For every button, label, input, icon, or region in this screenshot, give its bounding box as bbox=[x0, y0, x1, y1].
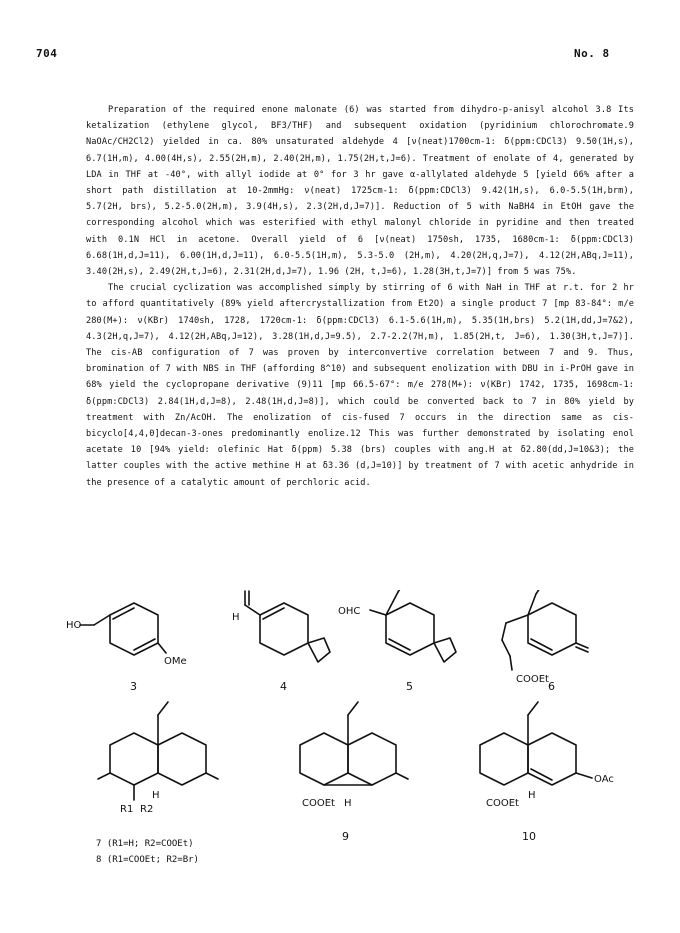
s3-atom-1: HO bbox=[66, 620, 82, 631]
structure-5 bbox=[370, 590, 456, 662]
caption-8: 8 (R1=COOEt; R2=Br) bbox=[96, 855, 199, 865]
structure-figure bbox=[40, 590, 660, 920]
s10-atom-3: OAc bbox=[594, 774, 614, 785]
caption-7: 7 (R1=H; R2=COOEt) bbox=[96, 839, 194, 849]
s5-atom-1: OHC bbox=[338, 606, 361, 617]
structure-9-label: 9 bbox=[342, 830, 349, 843]
structure-10-label: 10 bbox=[522, 830, 536, 843]
s9-atom-4: COOEt bbox=[302, 798, 335, 809]
structure-7 bbox=[98, 702, 218, 800]
structure-6-label: 6 bbox=[548, 680, 555, 693]
structure-10 bbox=[480, 702, 592, 785]
structure-9 bbox=[300, 702, 408, 785]
s10-atom-4: COOEt bbox=[486, 798, 519, 809]
structure-3 bbox=[80, 603, 166, 655]
page-number: 704 bbox=[36, 47, 58, 60]
structure-6 bbox=[502, 590, 588, 670]
structure-4-label: 4 bbox=[280, 680, 287, 693]
s4-atom-1: H bbox=[232, 612, 240, 623]
s3-atom-2: OMe bbox=[164, 656, 187, 667]
s7-atom-4: R1 bbox=[120, 804, 134, 815]
s7-atom-6: H bbox=[152, 790, 160, 801]
structure-3-label: 3 bbox=[130, 680, 137, 693]
s10-atom-5: H bbox=[528, 790, 536, 801]
s9-atom-5: H bbox=[344, 798, 352, 809]
structure-5-label: 5 bbox=[406, 680, 413, 693]
issue-number: No. 8 bbox=[574, 47, 610, 60]
article-body bbox=[86, 102, 634, 491]
s6-atom-4: COOEt bbox=[516, 674, 549, 685]
paragraph-2: The crucial cyclization was accomplished simply by stirring of 6 with NaH in THF at r.t. for 2 hr to afford quantitatively (89% yield aftercrystallization from Et2O) a single product 7 [mp 83-84°: m/e 280(M+): ν(KBr) 1740sh, 1728, 1720cm-1: δ(ppm:CDCl3) 6.1-5.6(1H,m), 5.35(1H,brs) 5.2(1H,dd,J=7&2), 4.3(2H,q,J=7), 4.12(2H,ABq,J=12), 3.28(1H,d,J=9.5), 2.7-2.2(7H,m), 1.85(2H,t, J=6), 1.30(3H,t,J=7)]. The cis-AB configuration of 7 was proven by interconvertive correlation between 7 and 9. Thus, bromination of 7 with NBS in THF (affording 8^10) and subsequent enolization with DBU in i-PrOH gave in 68% yield the cyclopropane derivative (9)11 [mp 66.5-67°: m/e 278(M+): ν(KBr) 1742, 1735, 1698cm-1: δ(ppm:CDCl3) 2.84(1H,d,J=8), 2.48(1H,d,J=8)], which could be converted back to 7 in 80% yield by treatment with Zn/AcOH. The enolization of cis-fused 7 occurs in the direction same as cis-bicyclo[4,4,0]decan-3-ones predominantly enolize.12 This was further demonstrated by isolating enol acetate 10 [94% yield: olefinic Hat δ(ppm) 5.38 (brs) couples with ang.H at δ2.80(dd,J=10&3); the latter couples with the active methine H at δ3.36 (d,J=10)] by treatment of 7 with acetic anhydride in the presence of a catalytic amount of perchloric acid. bbox=[86, 283, 634, 488]
paragraph-1: Preparation of the required enone malonate (6) was started from dihydro-p-anisyl alcohol 3.8 Its ketalization (ethylene glycol, BF3/THF) and subsequent oxidation (pyridinium chlorochromate.9 NaOAc/CH2Cl2) yielded in ca. 80% unsaturated aldehyde 4 [ν(neat)1700cm-1: δ(ppm:CDCl3) 9.50(1H,s), 6.7(1H,m), 4.00(4H,s), 2.55(2H,m), 2.40(2H,m), 1.75(2H,t,J=6). Treatment of enolate of 4, generated by LDA in THF at -40°, with allyl iodide at 0° for 3 hr gave α-allylated aldehyde 5 [yield 66% after a short path distillation at 10-2mmHg: ν(neat) 1725cm-1: δ(ppm:CDCl3) 9.42(1H,s), 6.0-5.5(1H,brm), 5.7(2H, brs), 5.2-5.0(2H,m), 3.9(4H,s), 2.3(2H,d,J=7)]. Reduction of 5 with NaBH4 in EtOH gave the corresponding alcohol which was esterified with ethyl malonyl chloride in pyridine and then treated with 0.1N HCl in acetone. Overall yield of 6 [ν(neat) 1750sh, 1735, 1680cm-1: δ(ppm:CDCl3) 6.68(1H,d,J=11), 6.00(1H,d,J=11), 6.0-5.5(1H,m), 5.3-5.0 (2H,m), 4.20(2H,q,J=7), 4.12(2H,ABq,J=11), 3.40(2H,s), 2.49(2H,t,J=6), 2.31(2H,d,J=7), 1.96 (2H, t,J=6), 1.28(3H,t,J=7)] from 5 was 75%. bbox=[86, 105, 634, 278]
structure-4 bbox=[245, 591, 330, 662]
s7-atom-5: R2 bbox=[140, 804, 154, 815]
